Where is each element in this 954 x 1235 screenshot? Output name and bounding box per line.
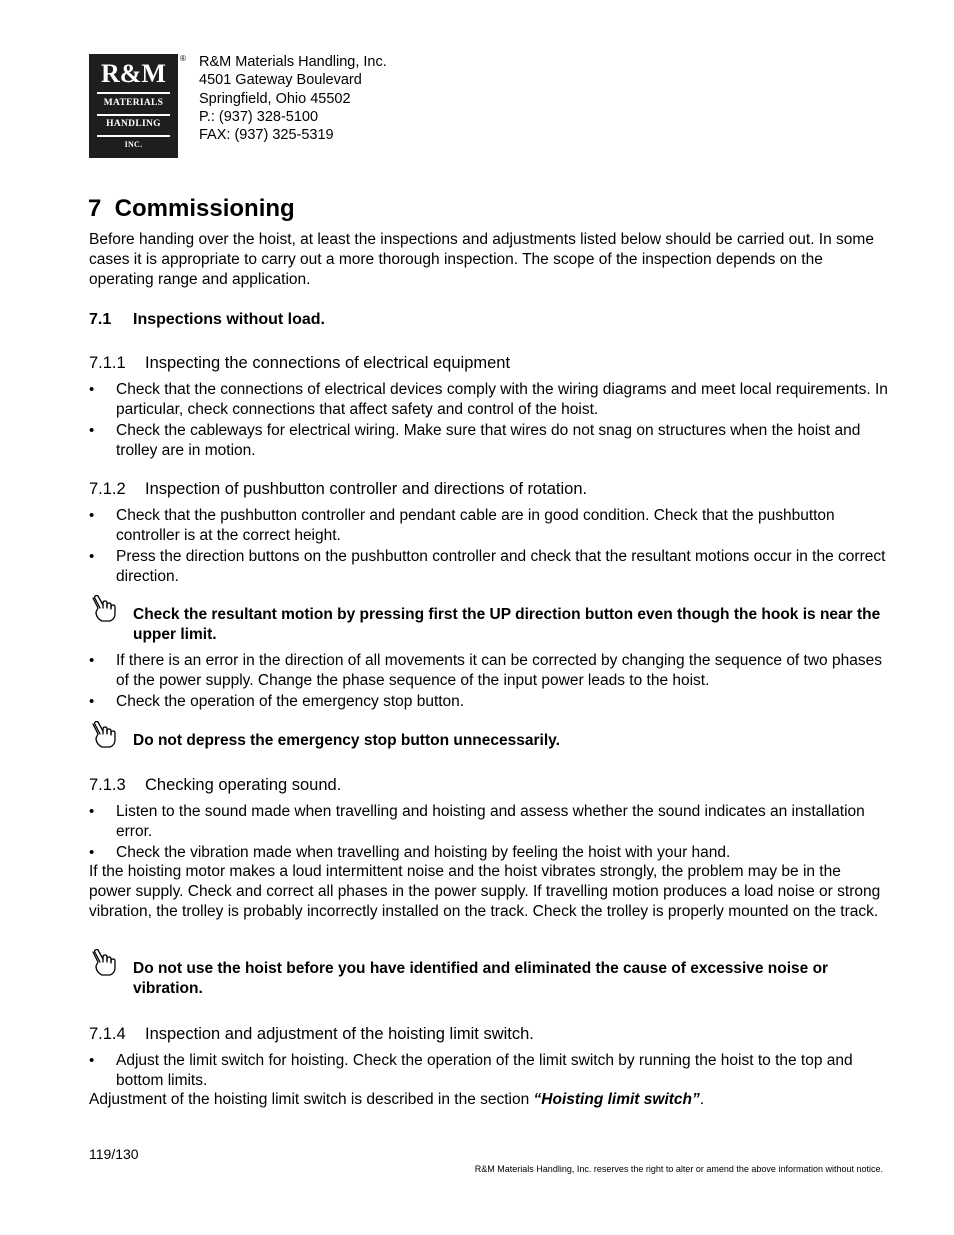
bullet-list-7-1-2-b — [89, 651, 889, 712]
section-number: 7.1.4 — [89, 1025, 126, 1043]
section-7-1-1-heading — [89, 353, 889, 373]
bullet: • — [89, 548, 95, 565]
section-7-1-4-heading — [89, 1024, 889, 1044]
list-item — [89, 802, 889, 842]
section-title: Inspecting the connections of electrical equipment — [145, 354, 511, 372]
section-7-1-3-heading — [89, 775, 889, 795]
hand-pointing-icon — [89, 721, 119, 749]
bullet-list-7-1-2 — [89, 506, 889, 587]
bullet: • — [89, 844, 95, 861]
note-text: Do not depress the emergency stop button unnecessarily. — [133, 732, 560, 749]
bullet-list-7-1-1 — [89, 380, 889, 461]
company-logo — [89, 54, 178, 158]
list-item-text: Check the cableways for electrical wiring. Make sure that wires do not snag on structures when the hoist and trolley are in motion. — [116, 422, 861, 459]
page-number: 119/130 — [89, 1146, 139, 1162]
list-item — [89, 692, 889, 712]
list-item — [89, 1051, 889, 1091]
company-phone: P.: (937) 328-5100 — [199, 108, 319, 125]
note-callout — [89, 731, 889, 751]
logo-rm: R&M — [101, 59, 166, 88]
hand-pointing-icon — [89, 595, 119, 623]
list-item — [89, 421, 889, 461]
logo-rule — [97, 135, 170, 137]
list-item-text: Check that the pushbutton controller and pendant cable are in good condition. Check that the pushbutton controller is at the correct height. — [116, 507, 835, 544]
section-number: 7.1.2 — [89, 480, 126, 498]
list-item-text: Listen to the sound made when travelling and hoisting and assess whether the sound indicates an installation error. — [116, 803, 865, 840]
list-item-text: Check the operation of the emergency stop button. — [116, 693, 465, 710]
bullet: • — [89, 422, 95, 439]
section-title: Inspection of pushbutton controller and directions of rotation. — [145, 480, 588, 498]
list-item — [89, 651, 889, 691]
logo-line-materials: MATERIALS — [103, 98, 164, 108]
list-item-text: Adjust the limit switch for hoisting. Check the operation of the limit switch by running the hoist to the top and bottom limits. — [116, 1052, 853, 1089]
list-item-text: Press the direction buttons on the pushbutton controller and check that the resultant motions occur in the correct direction. — [116, 548, 886, 585]
section-number: 7.1 — [89, 311, 112, 328]
company-name: R&M Materials Handling, Inc. — [199, 54, 387, 70]
intro-paragraph: Before handing over the hoist, at least the inspections and adjustments listed below should be carried out. In some cases it is appropriate to carry out a more thorough inspection. The scope of the inspection depends on the operating range and application. — [89, 231, 874, 288]
section-reference-link: “Hoisting limit switch” — [533, 1091, 700, 1108]
bullet: • — [89, 693, 95, 710]
bullet-list-7-1-3 — [89, 802, 889, 863]
company-city: Springfield, Ohio 45502 — [199, 90, 351, 107]
note-callout — [89, 959, 889, 999]
section-number: 7.1.3 — [89, 776, 126, 794]
bullet: • — [89, 381, 95, 398]
hand-pointing-icon — [89, 949, 119, 977]
bullet: • — [89, 803, 95, 820]
logo-rule — [97, 114, 170, 116]
list-item — [89, 506, 889, 546]
bullet-list-7-1-4 — [89, 1051, 889, 1091]
list-item — [89, 380, 889, 420]
list-item — [89, 843, 889, 863]
paragraph-text: . — [699, 1091, 705, 1108]
section-7-1-2-heading — [89, 479, 889, 499]
note-text: Check the resultant motion by pressing first the UP direction button even though the hook is near the upper limit. — [133, 606, 881, 643]
section-7-1-heading — [89, 310, 889, 330]
section-title: Checking operating sound. — [145, 776, 342, 794]
company-street: 4501 Gateway Boulevard — [199, 72, 362, 89]
section-title: Inspections without load. — [133, 311, 325, 328]
list-item-text: Check that the connections of electrical devices comply with the wiring diagrams and meet local requirements. In particular, check connections that affect safety and control of the hoist. — [116, 381, 888, 418]
list-item — [89, 547, 889, 587]
logo-rule — [97, 92, 170, 94]
list-item-text: Check the vibration made when travelling and hoisting by feeling the hoist with your hand. — [116, 844, 731, 861]
note-callout — [89, 605, 889, 645]
company-fax: FAX: (937) 325-5319 — [199, 127, 334, 144]
company-address — [199, 53, 387, 144]
bullet: • — [89, 652, 95, 669]
noise-paragraph: If the hoisting motor makes a loud intermittent noise and the hoist vibrates strongly, the problem may be in the power supply. Check and correct all phases in the power supply. If travelling motion produces a load noise or strong vibration, the trolley is probably incorrectly installed on the track. Check the trolley is properly mounted on the track. — [89, 863, 881, 920]
logo-line-handling: HANDLING — [106, 119, 161, 129]
bullet: • — [89, 1052, 95, 1069]
list-item-text: If there is an error in the direction of all movements it can be corrected by changing the sequence of two phases of the power supply. Change the phase sequence of the input power leads to the hoist. — [116, 652, 882, 689]
paragraph-text: Adjustment of the hoisting limit switch is described in the section — [89, 1091, 534, 1108]
registered-mark: ® — [180, 54, 186, 63]
note-text: Do not use the hoist before you have identified and eliminated the cause of excessive noise or vibration. — [133, 960, 829, 997]
logo-line-inc: INC. — [124, 140, 143, 149]
footer-disclaimer: R&M Materials Handling, Inc. reserves the right to alter or amend the above information without notice. — [474, 1164, 883, 1174]
section-number: 7.1.1 — [89, 354, 126, 372]
limit-switch-paragraph — [89, 1090, 889, 1110]
section-title: Inspection and adjustment of the hoisting limit switch. — [145, 1025, 534, 1043]
bullet: • — [89, 507, 95, 524]
page-title: 7 Commissioning — [88, 195, 295, 222]
